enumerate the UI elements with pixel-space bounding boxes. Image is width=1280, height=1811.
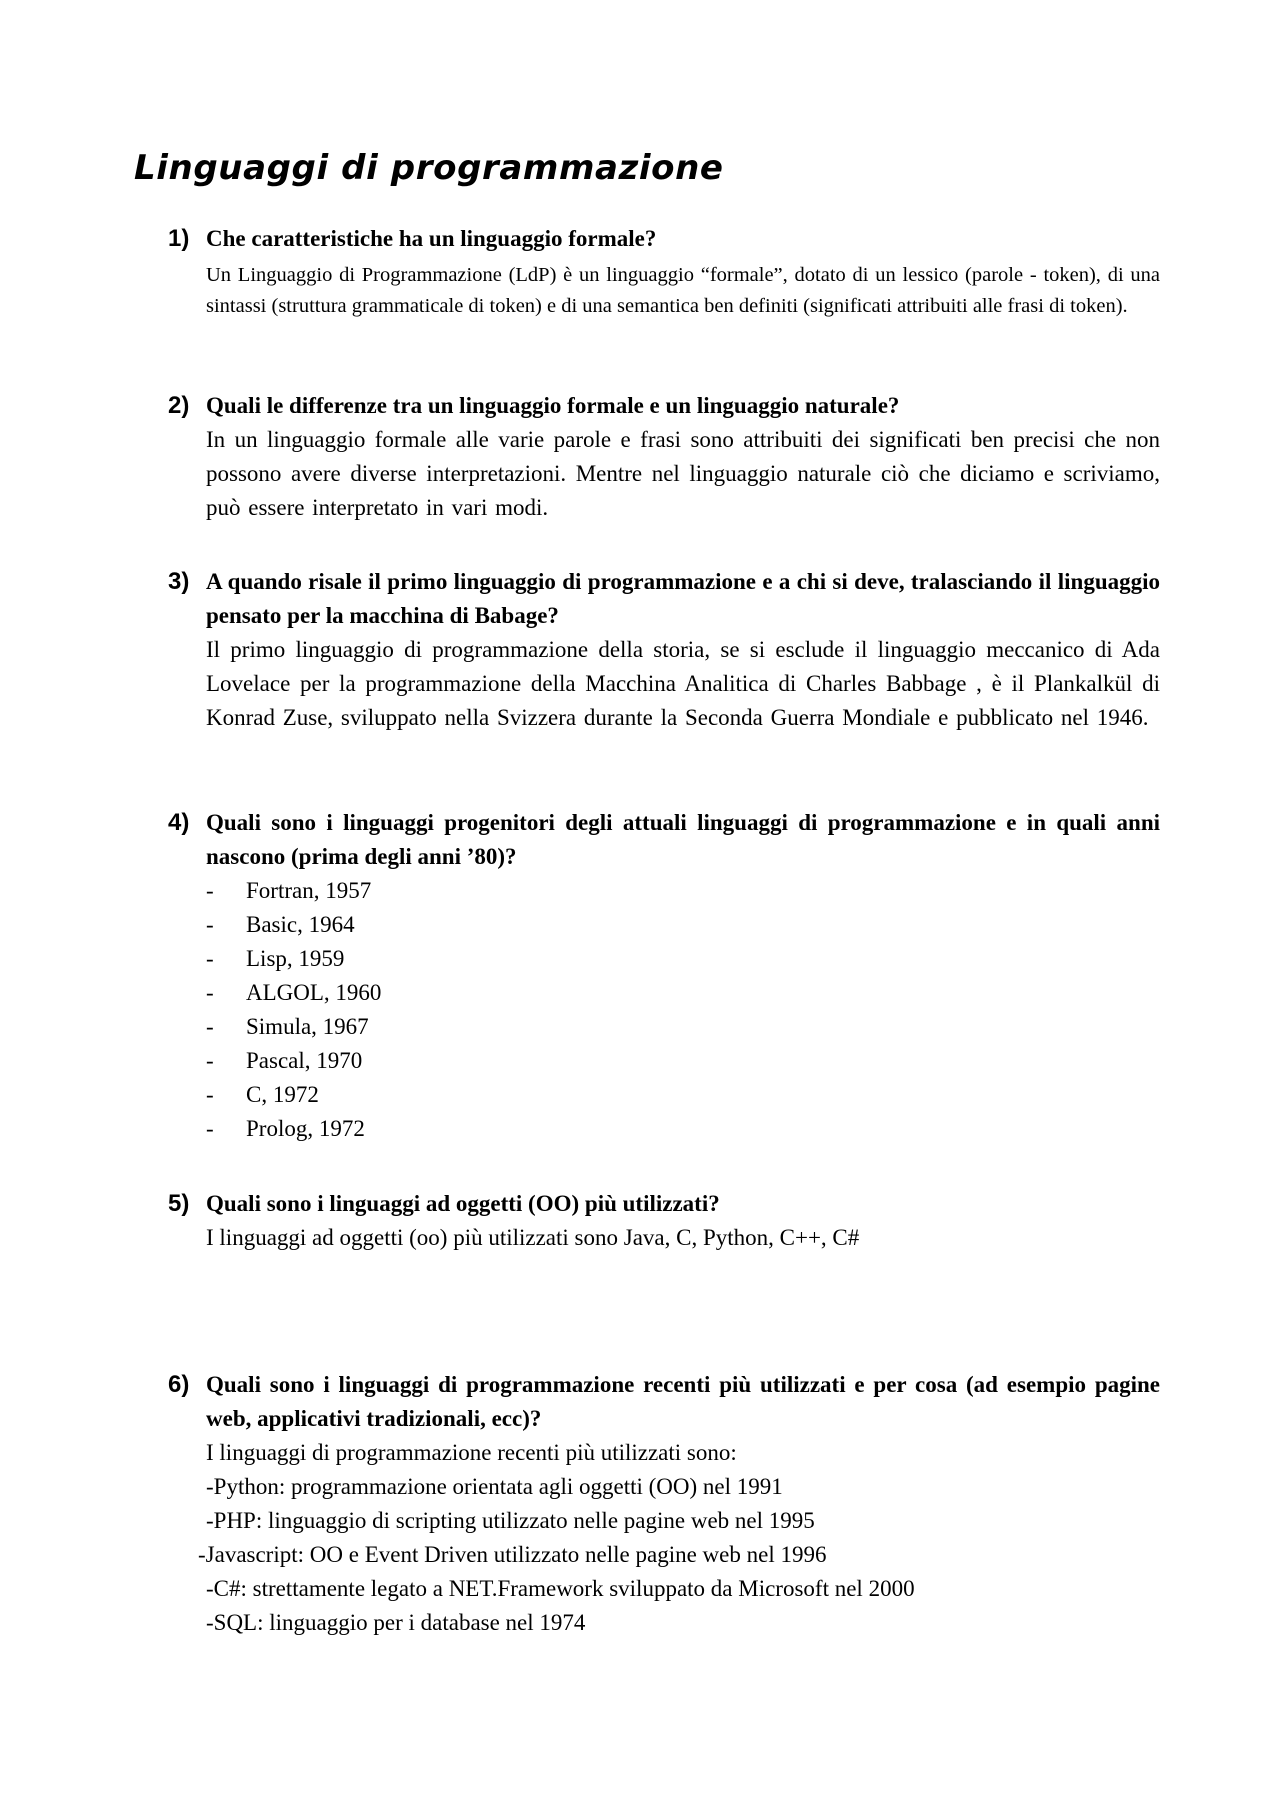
list-item-text: Lisp, 1959 (246, 946, 345, 971)
answer-3: Il primo linguaggio di programmazione della storia, se si esclude il linguaggio meccanico di Ada Lovelace per la programmazione della Macchina Analitica di Charles Babbage , è il Plankalkül di Konrad Zuse, sviluppato nella Svizzera durante la Seconda Guerra Mondiale e pubblicato nel 1946. (206, 637, 1160, 730)
list-item-text: Pascal, 1970 (246, 1048, 363, 1073)
question-2: Quali le differenze tra un linguaggio formale e un linguaggio naturale? (206, 393, 900, 418)
question-number-4: 4) (168, 809, 190, 836)
list-item: - C, 1972 (206, 1082, 319, 1107)
languages-list (206, 874, 381, 1146)
list-item: - Pascal, 1970 (206, 1048, 363, 1073)
answer-6-line: I linguaggi di programmazione recenti più utilizzati sono: (206, 1440, 737, 1465)
answer-2: In un linguaggio formale alle varie parole e frasi sono attribuiti dei significati ben precisi che non possono avere diverse interpretazioni. Mentre nel linguaggio naturale ciò che diciamo e scriviamo, può essere interpretato in vari modi. (206, 427, 1160, 520)
list-item-text: C, 1972 (246, 1082, 319, 1107)
answer-6-line: -SQL: linguaggio per i database nel 1974 (206, 1610, 586, 1635)
list-item: - Prolog, 1972 (206, 1116, 365, 1141)
question-number-2: 2) (168, 392, 190, 419)
question-6: Quali sono i linguaggi di programmazione recenti più utilizzati e per cosa (ad esempio pagine web, applicativi tradizionali, ecc)? (206, 1372, 1160, 1431)
question-number-6: 6) (168, 1371, 190, 1398)
question-4: Quali sono i linguaggi progenitori degli attuali linguaggi di programmazione e in quali anni nascono (prima degli anni ’80)? (206, 810, 1160, 869)
list-item: - Fortran, 1957 (206, 878, 372, 903)
answer-6-line: -C#: strettamente legato a NET.Framework sviluppato da Microsoft nel 2000 (206, 1576, 915, 1601)
question-5: Quali sono i linguaggi ad oggetti (OO) più utilizzati? (206, 1191, 720, 1216)
answer-6 (198, 1436, 915, 1640)
list-item: - Basic, 1964 (206, 912, 355, 937)
answer-6-line: -PHP: linguaggio di scripting utilizzato nelle pagine web nel 1995 (206, 1508, 815, 1533)
answer-6-line: -Javascript: OO e Event Driven utilizzato nelle pagine web nel 1996 (198, 1542, 827, 1567)
list-item: - ALGOL, 1960 (206, 980, 382, 1005)
page-title: Linguaggi di programmazione (134, 148, 724, 188)
list-item-text: Prolog, 1972 (246, 1116, 365, 1141)
list-item-text: ALGOL, 1960 (246, 980, 382, 1005)
list-item-text: Simula, 1967 (246, 1014, 369, 1039)
answer-6-line: -Python: programmazione orientata agli oggetti (OO) nel 1991 (206, 1474, 783, 1499)
question-3: A quando risale il primo linguaggio di programmazione e a chi si deve, tralasciando il linguaggio pensato per la macchina di Babage? (206, 569, 1160, 628)
list-item-text: Fortran, 1957 (246, 878, 372, 903)
list-item-text: Basic, 1964 (246, 912, 355, 937)
list-item: - Lisp, 1959 (206, 946, 345, 971)
question-number-3: 3) (168, 568, 190, 595)
answer-5: I linguaggi ad oggetti (oo) più utilizzati sono Java, C, Python, C++, C# (206, 1225, 860, 1250)
answer-1: Un Linguaggio di Programmazione (LdP) è un linguaggio “formale”, dotato di un lessico (parole - token), di una sintassi (struttura grammaticale di token) e di una semantica ben definiti (significati attribuiti alle frasi di token). (206, 264, 1160, 317)
question-number-1: 1) (168, 225, 190, 252)
list-item: - Simula, 1967 (206, 1014, 369, 1039)
question-1: Che caratteristiche ha un linguaggio formale? (206, 226, 657, 251)
question-number-5: 5) (168, 1190, 190, 1217)
